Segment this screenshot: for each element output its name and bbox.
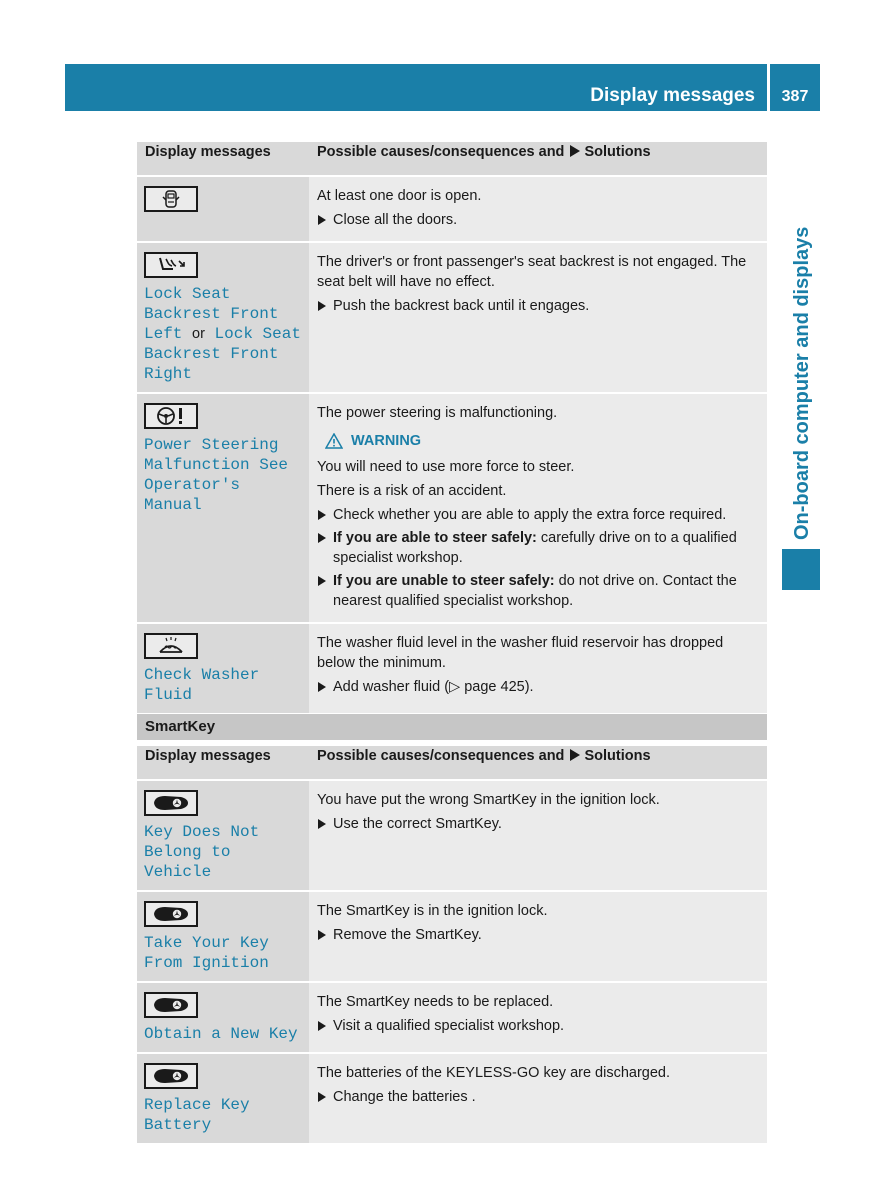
door-open-icon <box>144 186 198 212</box>
warning-heading: WARNING <box>325 431 761 451</box>
solution-step: Add washer fluid (▷ page 425). <box>317 677 761 697</box>
smartkey-messages-table <box>137 744 767 1145</box>
display-message-text: Lock Seat Backrest Front Left or Lock Seat Backrest Front Right <box>144 285 301 383</box>
display-message-text: Take Your Key From Ignition <box>144 934 269 972</box>
cause-text: At least one door is open. <box>317 188 482 204</box>
cause-text: You have put the wrong SmartKey in the ignition lock. <box>317 792 660 808</box>
seat-backrest-icon <box>144 252 198 278</box>
display-message-cell <box>137 1054 309 1143</box>
solution-cell <box>309 1054 767 1143</box>
smartkey-icon <box>144 992 198 1018</box>
chapter-tab-label: On-board computer and displays <box>791 226 813 540</box>
cause-text: The SmartKey is in the ignition lock. <box>317 903 548 919</box>
display-message-text: Obtain a New Key <box>144 1025 298 1043</box>
smartkey-icon <box>144 901 198 927</box>
display-message-text: Key Does Not Belong to Vehicle <box>144 823 260 881</box>
solution-step: If you are unable to steer safely: do not drive on. Contact the nearest qualified specialist workshop. <box>317 571 761 611</box>
solution-step: Visit a qualified specialist workshop. <box>317 1016 761 1036</box>
solution-cell <box>309 243 767 392</box>
display-message-cell <box>137 243 309 392</box>
page-number-box <box>770 64 820 111</box>
display-message-text: Check Washer Fluid <box>144 666 260 704</box>
display-message-cell <box>137 177 309 241</box>
solution-cell <box>309 177 767 241</box>
display-message-text: Replace Key Battery <box>144 1096 250 1134</box>
table-row <box>137 892 767 981</box>
display-message-cell <box>137 892 309 981</box>
washer-fluid-icon <box>144 633 198 659</box>
solution-step: Change the batteries . <box>317 1087 761 1107</box>
table-row <box>137 624 767 713</box>
cause-text: The washer fluid level in the washer fluid reservoir has dropped below the minimum. <box>317 635 724 671</box>
table-row <box>137 781 767 890</box>
solution-cell <box>309 892 767 981</box>
smartkey-icon <box>144 790 198 816</box>
solution-step: Use the correct SmartKey. <box>317 814 761 834</box>
display-message-cell <box>137 781 309 890</box>
table-row <box>137 177 767 241</box>
chapter-tab-marker <box>782 549 820 590</box>
page-title: Display messages <box>590 85 755 106</box>
cause-text: The SmartKey needs to be replaced. <box>317 994 554 1010</box>
display-messages-table <box>137 140 767 715</box>
warning-text: There is a risk of an accident. <box>317 483 507 499</box>
warning-text: You will need to use more force to steer. <box>317 459 575 475</box>
solution-step: Remove the SmartKey. <box>317 925 761 945</box>
column-header-causes: Possible causes/consequences and Solutions <box>309 746 767 779</box>
display-message-cell <box>137 624 309 713</box>
arrow-right-icon <box>570 145 580 157</box>
table-row <box>137 1054 767 1143</box>
solution-cell <box>309 781 767 890</box>
cause-text: The driver's or front passenger's seat backrest is not engaged. The seat belt will have no effect. <box>317 254 747 290</box>
table-row <box>137 243 767 392</box>
table-header-row <box>137 746 767 779</box>
table-header-row <box>137 142 767 175</box>
column-header-causes: Possible causes/consequences and Solutions <box>309 142 767 175</box>
page-number: 387 <box>781 88 809 105</box>
arrow-right-icon <box>570 749 580 761</box>
table-row <box>137 394 767 622</box>
power-steering-warning-icon <box>144 403 198 429</box>
page-header-bar <box>65 64 767 111</box>
display-message-text: Power Steering Malfunction See Operator's Manual <box>144 436 289 514</box>
solution-cell <box>309 394 767 622</box>
table-row <box>137 983 767 1052</box>
column-header-messages: Display messages <box>137 746 309 779</box>
solution-step: Close all the doors. <box>317 210 761 230</box>
section-heading-bar <box>137 714 767 740</box>
section-title: SmartKey <box>145 718 216 735</box>
solution-step: Push the backrest back until it engages. <box>317 296 761 316</box>
solution-step: If you are able to steer safely: carefully drive on to a qualified specialist workshop. <box>317 528 761 568</box>
warning-triangle-icon <box>325 433 343 449</box>
solution-cell <box>309 624 767 713</box>
display-message-cell <box>137 394 309 622</box>
solution-step: Check whether you are able to apply the extra force required. <box>317 505 761 525</box>
solution-cell <box>309 983 767 1052</box>
cause-text: The batteries of the KEYLESS-GO key are discharged. <box>317 1065 671 1081</box>
display-message-cell <box>137 983 309 1052</box>
smartkey-icon <box>144 1063 198 1089</box>
column-header-messages: Display messages <box>137 142 309 175</box>
cause-text: The power steering is malfunctioning. <box>317 405 558 421</box>
